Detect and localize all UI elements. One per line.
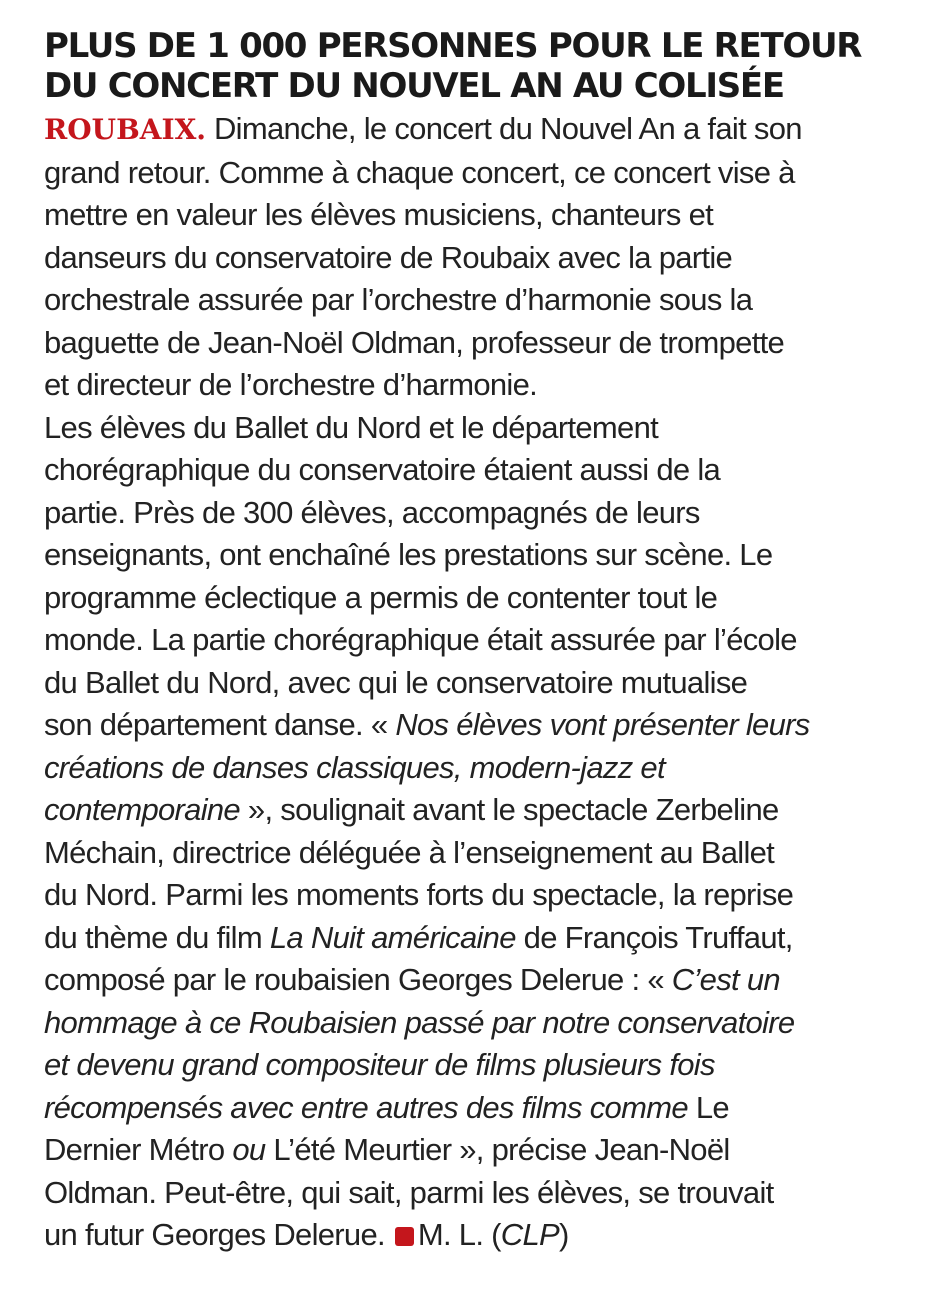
- headline-line: PLUS DE 1 000 PERSONNES POUR LE RETOUR: [44, 26, 862, 66]
- body-line: monde. La partie chorégraphique était assurée par l’école: [44, 622, 797, 657]
- body-line: danseurs du conservatoire de Roubaix avec la partie: [44, 239, 733, 275]
- body-line: et directeur de l’orchestre d’harmonie.: [44, 367, 538, 402]
- body-line: du thème du film La Nuit américaine de François Truffaut,: [44, 919, 793, 955]
- end-square-icon: [395, 1227, 414, 1246]
- body-line: Méchain, directrice déléguée à l’enseignement au Ballet: [44, 834, 775, 870]
- quote-italic: créations de danses classiques, modern-jazz et: [44, 749, 665, 785]
- quote-italic: récompensés avec entre autres des films comme: [44, 1089, 696, 1125]
- body-line: mettre en valeur les élèves musiciens, chanteurs et: [44, 197, 714, 232]
- body-line: Les élèves du Ballet du Nord et le département: [44, 409, 659, 445]
- body-line: ROUBAIX. Dimanche, le concert du Nouvel An a fait son: [44, 111, 802, 146]
- body-line: du Ballet du Nord, avec qui le conservatoire mutualise: [44, 664, 748, 700]
- body-line: du Nord. Parmi les moments forts du spectacle, la reprise: [44, 877, 794, 912]
- body-line: [44, 747, 924, 790]
- headline: [44, 26, 924, 106]
- quote-italic: hommage à ce Roubaisien passé par notre conservatoire: [44, 1004, 795, 1040]
- body-line: enseignants, ont enchaîné les prestations sur scène. Le: [44, 537, 773, 572]
- body-line: partie. Près de 300 élèves, accompagnés de leurs: [44, 494, 700, 530]
- body-line: programme éclectique a permis de contenter tout le: [44, 579, 718, 615]
- location-kicker: ROUBAIX.: [44, 113, 207, 146]
- byline: M. L. (CLP): [417, 1217, 569, 1252]
- body-line: [44, 1044, 924, 1087]
- quote-italic: C’est un: [671, 962, 780, 997]
- film-title: L’été Meurtier: [265, 1132, 452, 1167]
- quote-italic: ou: [232, 1132, 266, 1167]
- body-line: Oldman. Peut-être, qui sait, parmi les élèves, se trouvait: [44, 1174, 774, 1210]
- article: [44, 26, 924, 1257]
- quote-italic: Nos élèves vont présenter leurs: [395, 707, 810, 742]
- body-line: baguette de Jean-Noël Oldman, professeur de trompette: [44, 324, 785, 360]
- quote-italic: et devenu grand compositeur de films plusieurs fois: [44, 1047, 715, 1082]
- body-line: un futur Georges Delerue. M. L. (CLP): [44, 1217, 569, 1252]
- body-line: orchestrale assurée par l’orchestre d’harmonie sous la: [44, 282, 753, 317]
- headline-line: DU CONCERT DU NOUVEL AN AU COLISÉE: [44, 66, 784, 106]
- body-line: composé par le roubaisien Georges Delerue : « C’est un: [44, 962, 780, 997]
- body-line: chorégraphique du conservatoire étaient aussi de la: [44, 452, 721, 487]
- byline-agency: CLP: [500, 1217, 560, 1252]
- body-line: grand retour. Comme à chaque concert, ce concert vise à: [44, 154, 795, 190]
- body-line: [44, 1002, 924, 1045]
- article-body: [44, 108, 924, 1257]
- film-title: La Nuit américaine: [269, 919, 516, 955]
- quote-italic: contemporaine: [44, 792, 240, 827]
- body-line: Dernier Métro ou L’été Meurtier », précise Jean-Noël: [44, 1132, 730, 1167]
- body-line: contemporaine », soulignait avant le spectacle Zerbeline: [44, 792, 779, 827]
- film-title: Dernier Métro: [44, 1132, 233, 1167]
- film-title: Le: [695, 1089, 729, 1125]
- body-line: [44, 1087, 924, 1130]
- body-line: son département danse. « Nos élèves vont présenter leurs: [44, 707, 810, 742]
